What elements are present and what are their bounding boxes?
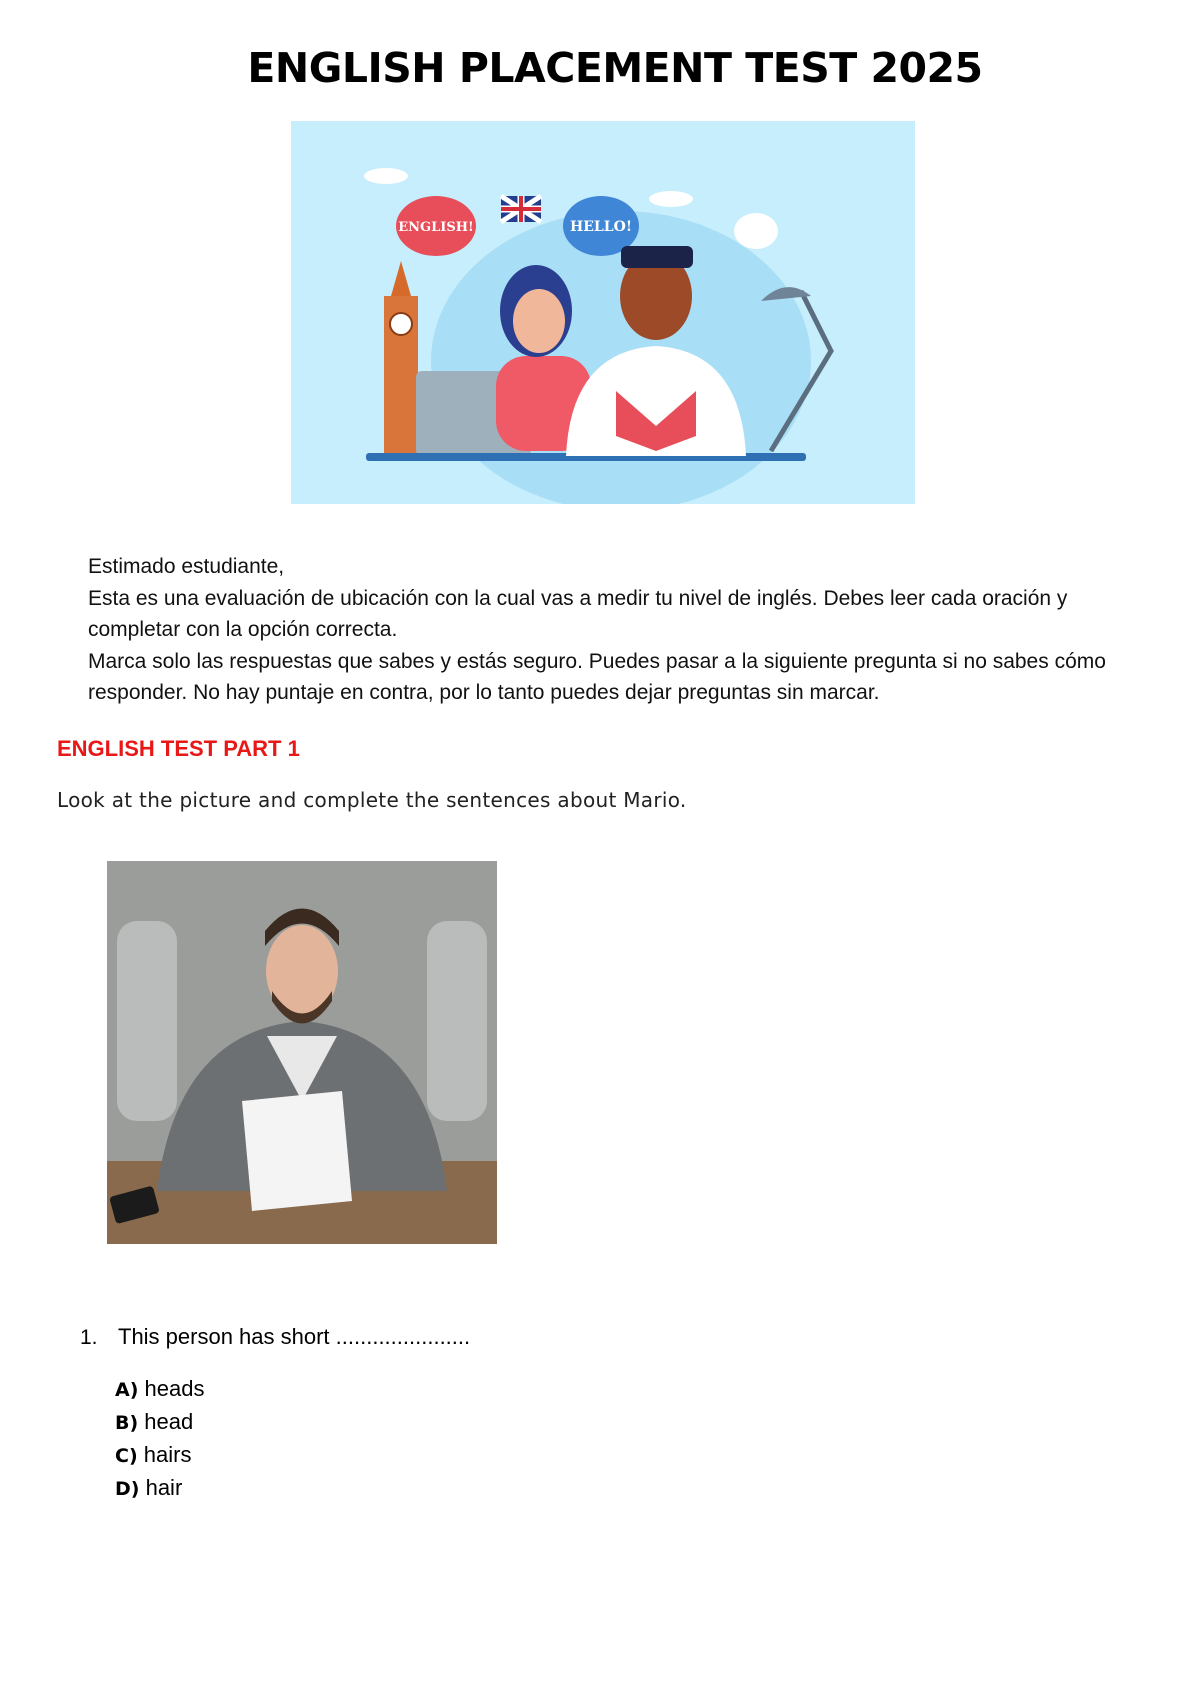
speech-bubble-english bbox=[396, 196, 476, 256]
option-a[interactable]: A) heads bbox=[115, 1376, 205, 1401]
section-instruction: Look at the picture and complete the sentences about Mario. bbox=[57, 788, 687, 812]
question-number: 1. bbox=[80, 1326, 98, 1349]
mario-photo bbox=[107, 861, 497, 1244]
svg-text:ENGLISH!: ENGLISH! bbox=[398, 220, 474, 235]
option-c[interactable]: C) hairs bbox=[115, 1442, 192, 1467]
intro-text bbox=[88, 551, 1128, 709]
papers bbox=[242, 1091, 352, 1211]
question-text: This person has short ...................... bbox=[118, 1324, 471, 1349]
svg-text:HELLO!: HELLO! bbox=[570, 219, 632, 235]
answer-options bbox=[115, 1373, 204, 1505]
intro-paragraph-2: Marca solo las respuestas que sabes y estás seguro. Puedes pasar a la siguiente pregunta si no sabes cómo responder. No hay puntaje en contra, por lo tanto puedes dejar preguntas sin marcar. bbox=[88, 649, 1106, 704]
section-heading: ENGLISH TEST PART 1 bbox=[57, 736, 300, 761]
uk-flag-icon bbox=[501, 196, 541, 222]
question-1 bbox=[80, 1324, 470, 1350]
option-d[interactable]: D) hair bbox=[115, 1475, 183, 1500]
page-title: ENGLISH PLACEMENT TEST 2025 bbox=[247, 44, 983, 92]
intro-paragraph-1: Esta es una evaluación de ubicación con la cual vas a medir tu nivel de inglés. Debes leer cada oración y completar con la opción correcta. bbox=[88, 586, 1068, 641]
english-learning-illustration bbox=[291, 121, 915, 504]
greeting: Estimado estudiante, bbox=[88, 555, 285, 578]
option-b[interactable]: B) head bbox=[115, 1409, 194, 1434]
